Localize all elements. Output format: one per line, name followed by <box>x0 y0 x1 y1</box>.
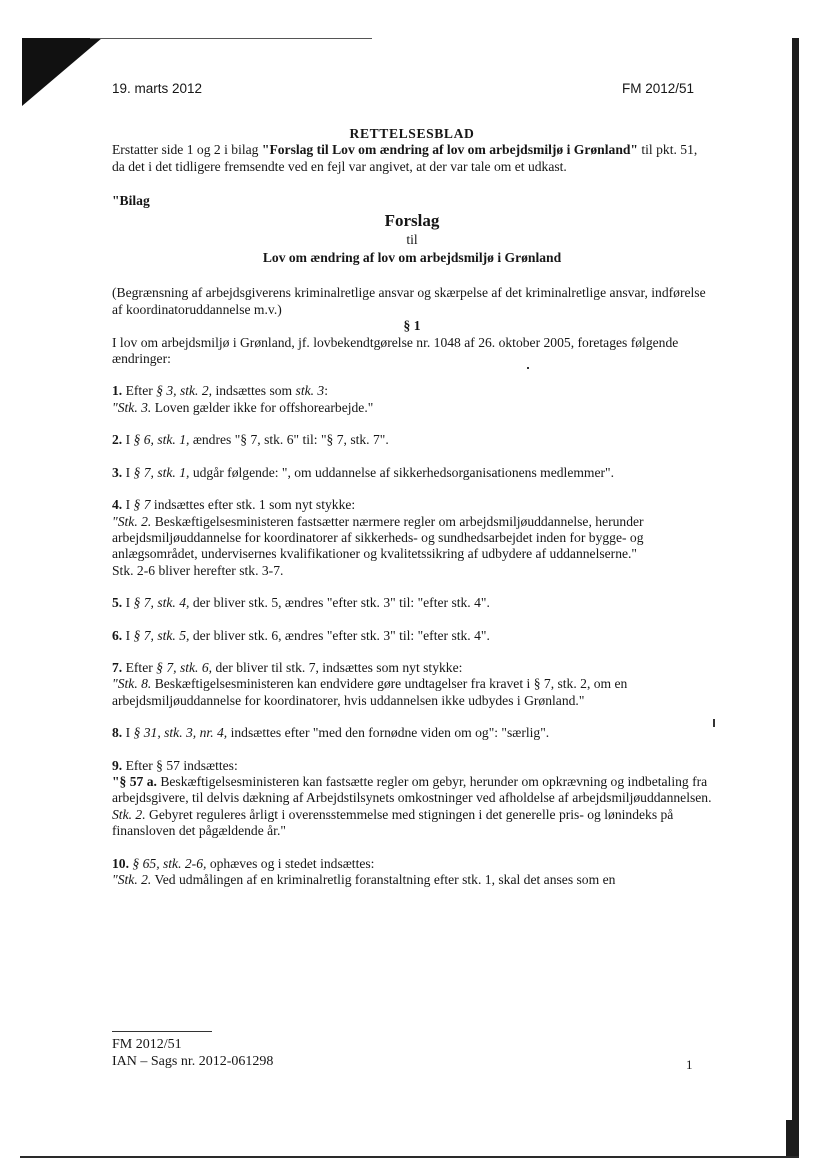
item-ref: § 31, stk. 3, nr. 4, <box>133 725 228 741</box>
item-text: Efter <box>122 383 157 399</box>
item-text: indsættes efter stk. 1 som nyt stykke: <box>150 497 356 513</box>
amendment-item-1-text <box>112 400 712 416</box>
item-ref: Stk. 2. <box>112 806 146 822</box>
amendment-item-4 <box>112 497 712 513</box>
document-title: RETTELSESBLAD <box>349 126 475 141</box>
item-ref: "§ 57 a. <box>112 773 157 789</box>
footer-rule <box>112 1031 212 1032</box>
scan-bottom-edge <box>20 1156 799 1158</box>
item-text: I <box>122 432 134 448</box>
item-text: der bliver stk. 5, ændres "efter stk. 3" til: "efter stk. 4". <box>189 595 490 611</box>
item-text: ophæves og i stedet indsættes: <box>206 855 375 871</box>
document-body <box>112 126 712 888</box>
item-text: Efter <box>122 659 157 675</box>
til-label: til <box>406 231 418 247</box>
footer <box>112 1036 273 1070</box>
item-text: ændres "§ 7, stk. 6" til: "§ 7, stk. 7". <box>189 432 389 448</box>
amendment-item-6 <box>112 628 712 644</box>
item-text: Ved udmålingen af en kriminalretlig foranstaltning efter stk. 1, skal det anses som en <box>151 872 616 887</box>
amendment-item-8 <box>112 725 712 741</box>
item-text: I <box>122 725 134 741</box>
amendment-item-10 <box>112 856 712 872</box>
scan-bottom-right-edge <box>786 1120 799 1158</box>
item-ref: § 7, stk. 1, <box>133 464 190 480</box>
item-text: I <box>122 497 134 513</box>
footer-case-number: IAN – Sags nr. 2012-061298 <box>112 1054 274 1069</box>
item-ref: § 7 <box>133 497 151 513</box>
item-number: 10. <box>112 855 129 871</box>
item-text: Efter § 57 indsættes: <box>122 757 238 773</box>
amendment-item-3 <box>112 465 712 481</box>
item-text: I <box>122 464 134 480</box>
item-number: 1. <box>112 383 123 399</box>
amendment-item-1 <box>112 383 712 399</box>
section-heading: § 1 <box>403 318 421 334</box>
item-text: I <box>122 595 134 611</box>
item-number: 6. <box>112 627 123 643</box>
law-subtitle: (Begrænsning af arbejdsgiverens kriminalretlige ansvar og skærpelse af det kriminalretlige ansvar, indførelse af koordinatoruddannelse m.v.) <box>112 285 706 317</box>
item-number: 9. <box>112 757 123 773</box>
scan-speck <box>713 719 715 727</box>
item-text: indsættes som <box>212 383 296 399</box>
item-ref: § 3, stk. 2, <box>156 383 213 399</box>
item-ref: stk. 3 <box>295 383 325 399</box>
item-text: : <box>324 383 329 399</box>
item-number: 3. <box>112 464 123 480</box>
item-number: 4. <box>112 497 123 513</box>
intro-text-cont: til pkt. 51, da det i det tidligere fremsendte ved en fejl var angivet, at der var tale om et udkast. <box>112 142 698 174</box>
amendment-item-7-text <box>112 676 712 709</box>
item-number: 8. <box>112 725 123 741</box>
footer-reference: FM 2012/51 <box>112 1037 182 1052</box>
scan-edge-line <box>90 38 372 39</box>
intro-paragraph <box>112 142 712 175</box>
amendment-item-5 <box>112 595 712 611</box>
item-ref: § 7, stk. 6, <box>156 659 213 675</box>
amendment-item-9-stk2 <box>112 807 712 840</box>
amendment-item-9-text <box>112 774 712 807</box>
scan-right-edge <box>792 38 799 1156</box>
item-ref: § 6, stk. 1, <box>133 432 190 448</box>
item-text: I <box>122 627 134 643</box>
item-ref: "Stk. 8. <box>112 676 152 692</box>
item-text: Beskæftigelsesministeren kan endvidere gøre undtagelser fra kravet i § 7, stk. 2, om en arbejdsmiljøuddannelse for koordinatorer, hvis uddannelsen ikke udbydes i Grønland." <box>112 676 628 708</box>
item-ref: § 7, stk. 5, <box>133 627 190 643</box>
amendment-item-7 <box>112 660 712 676</box>
item-ref: § 65, stk. 2-6, <box>132 855 207 871</box>
amendment-item-9 <box>112 758 712 774</box>
page-number: 1 <box>686 1057 693 1072</box>
amendment-item-2 <box>112 432 712 448</box>
item-number: 2. <box>112 432 123 448</box>
amendment-item-4-note: Stk. 2-6 bliver herefter stk. 3-7. <box>112 562 284 578</box>
item-number: 5. <box>112 595 123 611</box>
item-text: der bliver til stk. 7, indsættes som nyt stykke: <box>212 659 463 675</box>
header-reference: FM 2012/51 <box>622 81 695 96</box>
item-text: Loven gælder ikke for offshorearbejde." <box>151 399 374 415</box>
item-text: der bliver stk. 6, ændres "efter stk. 3" til: "efter stk. 4". <box>189 627 490 643</box>
bilag-label: "Bilag <box>112 193 150 209</box>
scan-corner-shadow <box>22 38 102 106</box>
item-ref: "Stk. 2. <box>112 872 152 887</box>
item-text: Beskæftigelsesministeren kan fastsætte regler om gebyr, herunder om opkrævning og indbetaling fra arbejdsgivere, til delvis dækning af Arbejdstilsynets omkostninger ved afholdelse af arbejdsmiljøuddannelsen. <box>112 773 712 806</box>
amendment-item-10-text <box>112 872 712 888</box>
item-number: 7. <box>112 659 123 675</box>
item-text: indsættes efter "med den fornødne viden om og": "særlig". <box>227 725 550 741</box>
item-ref: "Stk. 2. <box>112 513 152 529</box>
item-text: udgår følgende: ", om uddannelse af sikkerhedsorganisationens medlemmer". <box>189 464 615 480</box>
item-ref: § 7, stk. 4, <box>133 595 190 611</box>
law-title: Lov om ændring af lov om arbejdsmiljø i Grønland <box>262 250 562 266</box>
intro-bill-title: "Forslag til Lov om ændring af lov om arbejdsmiljø i Grønland" <box>261 142 638 158</box>
section-intro: I lov om arbejdsmiljø i Grønland, jf. lovbekendtgørelse nr. 1048 af 26. oktober 2005, foretages følgende ændringer: <box>112 334 679 367</box>
item-text: Gebyret reguleres årligt i overensstemmelse med stigningen i det generelle pris- og lønindeks på finansloven det pågældende år." <box>112 806 674 839</box>
amendment-item-4-text <box>112 514 712 563</box>
item-text: Beskæftigelsesministeren fastsætter nærmere regler om arbejdsmiljøuddannelse, herunder arbejdsmiljøuddannelse for koordinatorer af sikkerheds- og sundhedsarbejdet inden for bygge- og anlægsområdet, undervisernes kvalifikationer og kvalitetssikring af udbydere af uddannelserne." <box>112 513 644 562</box>
forslag-heading: Forslag <box>384 210 440 230</box>
intro-text: Erstatter side 1 og 2 i bilag <box>112 142 262 158</box>
item-ref: "Stk. 3. <box>112 399 152 415</box>
header-date: 19. marts 2012 <box>112 81 203 96</box>
